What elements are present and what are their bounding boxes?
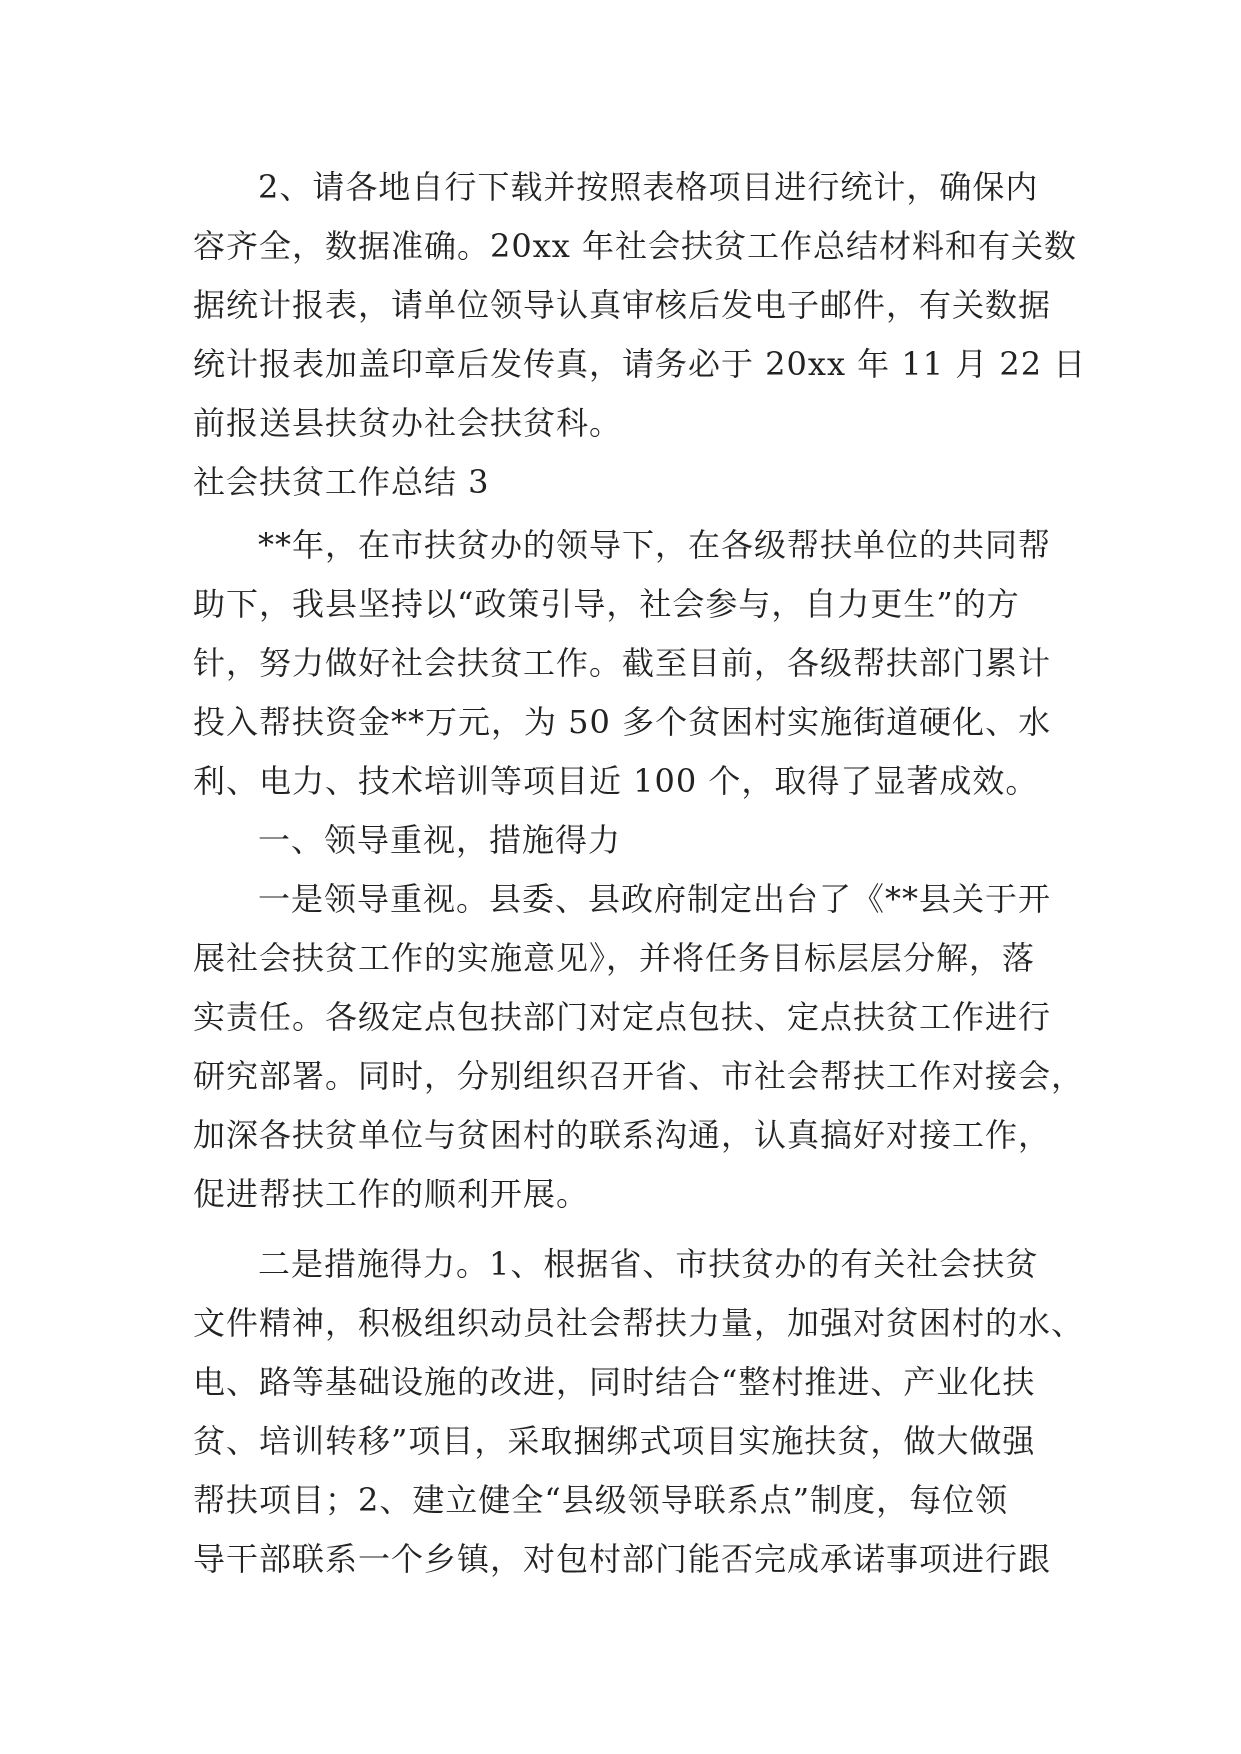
- paragraph-line: 二是措施得力。1、根据省、市扶贫办的有关社会扶贫: [258, 1245, 1039, 1283]
- section-heading: 社会扶贫工作总结 3: [193, 463, 490, 501]
- paragraph-line: 针，努力做好社会扶贫工作。截至目前，各级帮扶部门累计: [193, 644, 1052, 682]
- paragraph-line: 贫、培训转移”项目，采取捆绑式项目实施扶贫，做大做强: [193, 1422, 1036, 1460]
- paragraph-line: 容齐全，数据准确。20xx 年社会扶贫工作总结材料和有关数: [193, 227, 1077, 265]
- paragraph-line: **年，在市扶贫办的领导下，在各级帮扶单位的共同帮: [258, 526, 1052, 564]
- paragraph-line: 助下，我县坚持以“政策引导，社会参与，自力更生”的方: [193, 585, 1020, 623]
- paragraph-line: 利、电力、技术培训等项目近 100 个，取得了显著成效。: [193, 762, 1039, 800]
- paragraph-line: 统计报表加盖印章后发传真，请务必于 20xx 年 11 月 22 日: [193, 345, 1087, 383]
- paragraph-line: 研究部署。同时，分别组织召开省、市社会帮扶工作对接会，: [193, 1057, 1085, 1095]
- paragraph-line: 据统计报表，请单位领导认真审核后发电子邮件，有关数据: [193, 286, 1052, 324]
- paragraph-line: 导干部联系一个乡镇，对包村部门能否完成承诺事项进行跟: [193, 1540, 1052, 1578]
- subsection-heading: 一、领导重视，措施得力: [258, 821, 622, 859]
- paragraph-line: 文件精神，积极组织动员社会帮扶力量，加强对贫困村的水、: [193, 1304, 1085, 1342]
- paragraph-line: 加深各扶贫单位与贫困村的联系沟通，认真搞好对接工作，: [193, 1116, 1052, 1154]
- paragraph-line: 投入帮扶资金**万元，为 50 多个贫困村实施街道硬化、水: [193, 703, 1052, 741]
- paragraph-line: 帮扶项目；2、建立健全“县级领导联系点”制度，每位领: [193, 1481, 1009, 1519]
- paragraph-line: 实责任。各级定点包扶部门对定点包扶、定点扶贫工作进行: [193, 998, 1052, 1036]
- document-body: [193, 158, 1087, 1589]
- paragraph-line: 一是领导重视。县委、县政府制定出台了《**县关于开: [258, 880, 1052, 918]
- paragraph-line: 前报送县扶贫办社会扶贫科。: [193, 404, 623, 442]
- paragraph-line: 展社会扶贫工作的实施意见》，并将任务目标层层分解，落: [193, 939, 1036, 977]
- paragraph-line: 2、请各地自行下载并按照表格项目进行统计，确保内: [258, 168, 1039, 206]
- paragraph-line: 电、路等基础设施的改进，同时结合“整村推进、产业化扶: [193, 1363, 1036, 1401]
- paragraph-line: 促进帮扶工作的顺利开展。: [193, 1175, 590, 1213]
